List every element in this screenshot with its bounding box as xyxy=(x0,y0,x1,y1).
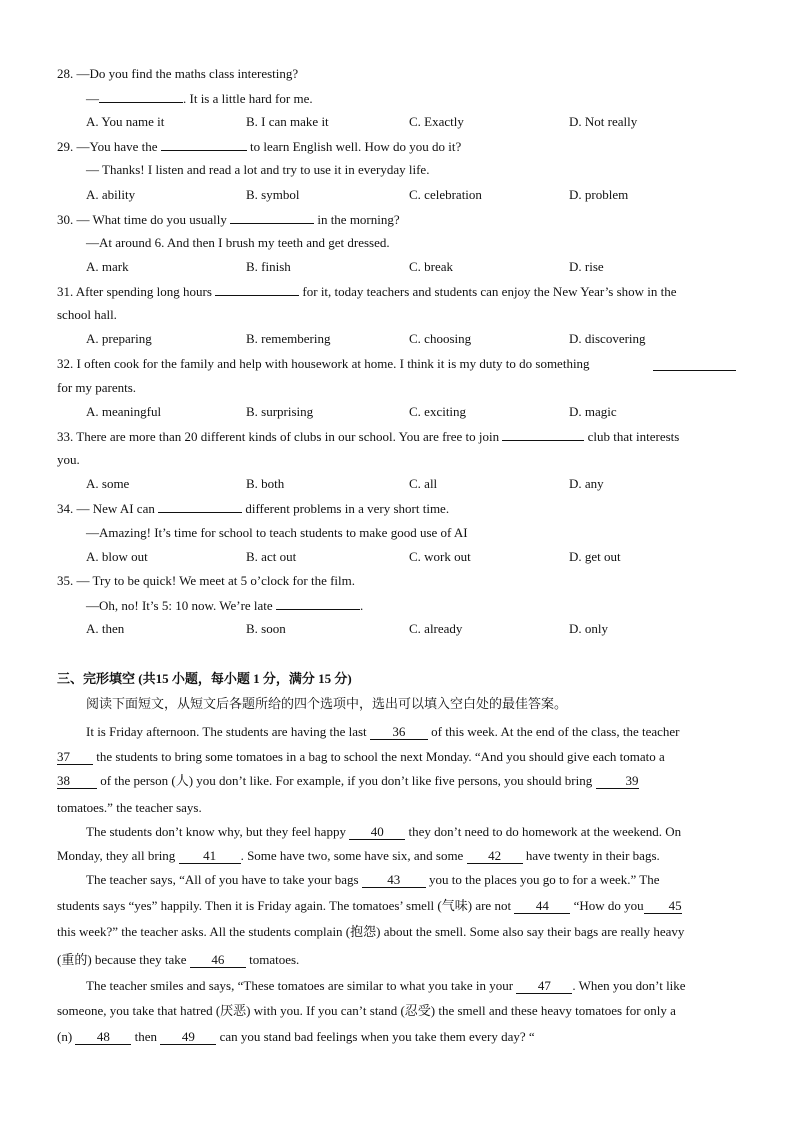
passage-text: . Some have two, some have six, and some xyxy=(240,848,464,863)
question-31-stem-continued: school hall. xyxy=(57,307,117,322)
blank-41[interactable]: 41 xyxy=(179,849,241,864)
blank-43[interactable]: 43 xyxy=(362,873,426,888)
question-30-stem xyxy=(57,211,400,228)
passage-line xyxy=(86,872,660,888)
option-b: B. soon xyxy=(246,621,286,636)
option-b: B. surprising xyxy=(246,404,314,419)
stem-text: 30. — What time do you usually xyxy=(57,212,227,227)
passage-line xyxy=(86,724,680,740)
question-31-stem xyxy=(57,283,677,300)
passage-text: they don’t need to do homework at the weekend. On xyxy=(408,824,682,839)
response-text: . It is a little hard for me. xyxy=(183,91,313,106)
blank-46[interactable]: 46 xyxy=(190,953,246,968)
passage-line: this week?” the teacher asks. All the students complain (抱怨) about the smell. Some also say their bags are really heavy xyxy=(57,924,685,939)
option-b: B. I can make it xyxy=(246,114,329,129)
passage-line: tomatoes.” the teacher says. xyxy=(57,800,202,815)
passage-text: of the person (人) you don’t like. For example, if you don’t like five persons, you should bring xyxy=(100,773,593,788)
answer-blank[interactable] xyxy=(161,138,247,151)
stem-text: different problems in a very short time. xyxy=(245,501,450,516)
passage-line: someone, you take that hatred (厌恶) with you. If you can’t stand (忍受) the smell and these heavy tomatoes for only a xyxy=(57,1003,676,1018)
option-c: C. already xyxy=(409,621,463,636)
answer-blank[interactable] xyxy=(276,597,360,610)
section-heading: 三、完形填空 (共15 小题，每小题 1 分，满分 15 分) xyxy=(57,671,352,686)
option-a: A. ability xyxy=(86,187,136,202)
dash: — xyxy=(86,91,99,106)
question-33-stem xyxy=(57,428,679,445)
passage-line xyxy=(57,1029,535,1045)
option-d: D. Not really xyxy=(569,114,638,129)
blank-49[interactable]: 49 xyxy=(160,1030,216,1045)
option-a: A. You name it xyxy=(86,114,165,129)
passage-line xyxy=(57,848,660,864)
passage-line xyxy=(86,824,681,840)
option-c: C. work out xyxy=(409,549,471,564)
passage-text: of this week. At the end of the class, the teacher xyxy=(431,724,680,739)
option-b: B. symbol xyxy=(246,187,300,202)
passage-line xyxy=(57,898,682,914)
response-text: —Oh, no! It’s 5: 10 now. We’re late xyxy=(86,598,273,613)
question-32-stem-continued: for my parents. xyxy=(57,380,137,395)
option-d: D. any xyxy=(569,476,604,491)
option-c: C. all xyxy=(409,476,438,491)
question-35-response xyxy=(86,597,363,614)
passage-text: (重的) because they take xyxy=(57,952,187,967)
question-29-response: — Thanks! I listen and read a lot and try to use it in everyday life. xyxy=(86,162,430,177)
passage-text: The teacher says, “All of you have to take your bags xyxy=(86,872,359,887)
question-28-response xyxy=(86,90,313,107)
passage-line xyxy=(57,952,299,968)
period: . xyxy=(359,598,364,613)
blank-45[interactable]: 45 xyxy=(644,899,682,914)
answer-blank[interactable] xyxy=(653,358,736,371)
answer-blank[interactable] xyxy=(158,500,242,513)
option-d: D. discovering xyxy=(569,331,646,346)
stem-text: club that interests xyxy=(587,429,680,444)
passage-text: then xyxy=(134,1029,158,1044)
passage-line xyxy=(57,773,639,789)
option-a: A. preparing xyxy=(86,331,152,346)
blank-47[interactable]: 47 xyxy=(516,979,572,994)
option-d: D. get out xyxy=(569,549,621,564)
option-a: A. some xyxy=(86,476,130,491)
passage-text: you to the places you go to for a week.” The xyxy=(429,872,660,887)
answer-blank[interactable] xyxy=(230,211,314,224)
blank-39[interactable]: 39 xyxy=(596,774,639,789)
option-a: A. mark xyxy=(86,259,129,274)
option-a: A. blow out xyxy=(86,549,148,564)
question-32-stem: 32. I often cook for the family and help with housework at home. I think it is my duty to do something xyxy=(57,356,590,371)
passage-text: can you stand bad feelings when you take them every day? “ xyxy=(219,1029,535,1044)
passage-text: “How do you xyxy=(573,898,644,913)
option-d: D. rise xyxy=(569,259,604,274)
passage-line xyxy=(57,749,665,765)
option-a: A. meaningful xyxy=(86,404,162,419)
question-34-stem xyxy=(57,500,449,517)
question-30-response: —At around 6. And then I brush my teeth and get dressed. xyxy=(86,235,390,250)
passage-line xyxy=(86,978,686,994)
option-b: B. finish xyxy=(246,259,291,274)
section-instruction: 阅读下面短文，从短文后各题所给的四个选项中，选出可以填入空白处的最佳答案。 xyxy=(86,696,568,711)
stem-text: in the morning? xyxy=(317,212,400,227)
passage-text: the students to bring some tomatoes in a bag to school the next Monday. “And you should give each tomato a xyxy=(96,749,665,764)
stem-text: 34. — New AI can xyxy=(57,501,155,516)
question-29-stem xyxy=(57,138,461,155)
option-c: C. celebration xyxy=(409,187,482,202)
answer-blank[interactable] xyxy=(215,283,299,296)
option-a: A. then xyxy=(86,621,125,636)
blank-40[interactable]: 40 xyxy=(349,825,405,840)
blank-44[interactable]: 44 xyxy=(514,899,570,914)
passage-text: . When you don’t like xyxy=(572,978,686,993)
blank-38[interactable]: 38 xyxy=(57,774,97,789)
answer-blank[interactable] xyxy=(99,90,183,103)
passage-text: (n) xyxy=(57,1029,73,1044)
stem-text: 33. There are more than 20 different kinds of clubs in our school. You are free to join xyxy=(57,429,500,444)
stem-text: 31. After spending long hours xyxy=(57,284,212,299)
blank-37[interactable]: 37 xyxy=(57,750,93,765)
stem-text: for it, today teachers and students can enjoy the New Year’s show in the xyxy=(302,284,677,299)
question-35-stem: 35. — Try to be quick! We meet at 5 o’clock for the film. xyxy=(57,573,356,588)
blank-48[interactable]: 48 xyxy=(75,1030,131,1045)
stem-text: 29. —You have the xyxy=(57,139,158,154)
passage-text: The teacher smiles and says, “These tomatoes are similar to what you take in your xyxy=(86,978,514,993)
option-b: B. both xyxy=(246,476,285,491)
option-c: C. Exactly xyxy=(409,114,464,129)
option-c: C. break xyxy=(409,259,454,274)
blank-36[interactable]: 36 xyxy=(370,725,428,740)
stem-text: to learn English well. How do you do it? xyxy=(250,139,462,154)
passage-text: have twenty in their bags. xyxy=(525,848,660,863)
option-b: B. act out xyxy=(246,549,297,564)
passage-text: Monday, they all bring xyxy=(57,848,176,863)
option-d: D. magic xyxy=(569,404,617,419)
blank-42[interactable]: 42 xyxy=(467,849,523,864)
passage-text: The students don’t know why, but they feel happy xyxy=(86,824,346,839)
passage-text: It is Friday afternoon. The students are having the last xyxy=(86,724,367,739)
option-c: C. exciting xyxy=(409,404,467,419)
answer-blank[interactable] xyxy=(502,428,584,441)
option-c: C. choosing xyxy=(409,331,472,346)
passage-text: tomatoes. xyxy=(249,952,300,967)
question-33-stem-continued: you. xyxy=(57,452,80,467)
question-34-response: —Amazing! It’s time for school to teach students to make good use of AI xyxy=(86,525,468,540)
question-28-stem: 28. —Do you find the maths class interesting? xyxy=(57,66,299,81)
option-d: D. only xyxy=(569,621,608,636)
option-b: B. remembering xyxy=(246,331,331,346)
passage-text: students says “yes” happily. Then it is Friday again. The tomatoes’ smell (气味) are not xyxy=(57,898,512,913)
option-d: D. problem xyxy=(569,187,629,202)
